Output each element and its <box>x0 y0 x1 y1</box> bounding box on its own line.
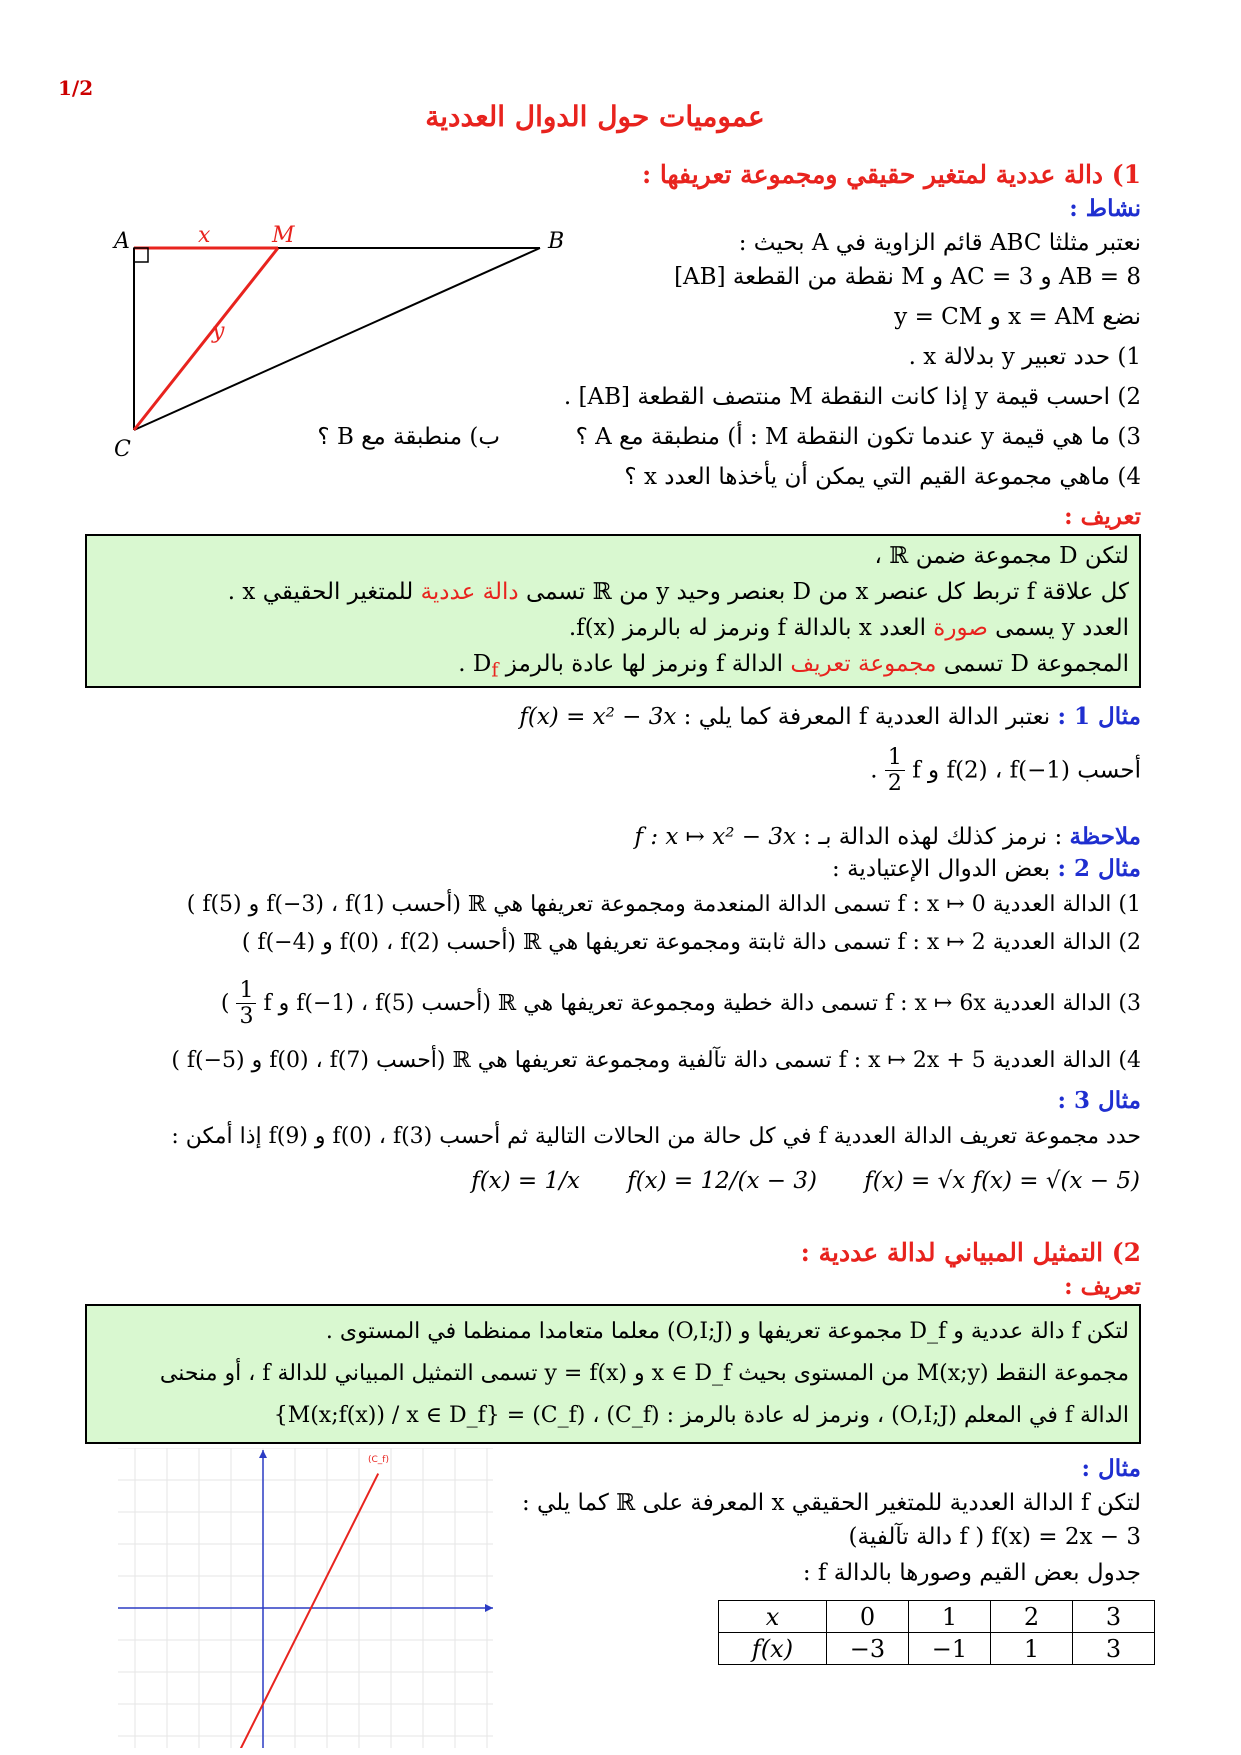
example-line-2: f(x) = 2x − 3 ( f دالة تآلفية) <box>848 1524 1141 1550</box>
label-M: M <box>272 223 295 248</box>
values-table <box>718 1600 1155 1665</box>
activity-line-4: 1) حدد تعبير y بدلالة x . <box>908 344 1141 370</box>
example-label: مثال : <box>1081 1455 1141 1482</box>
activity-line-6b: ب) منطبقة مع B ؟ <box>317 424 500 450</box>
example1-line: مثال 1 : نعتبر الدالة العددية f المعرفة كما يلي : f(x) = x² − 3x <box>519 703 1141 730</box>
table-cell: 1 <box>991 1633 1073 1665</box>
definition1-box <box>85 534 1141 688</box>
case-3: f(x) = √x <box>864 1168 966 1194</box>
case-4: f(x) = √(x − 5) <box>972 1168 1140 1194</box>
graph-grid <box>118 1448 493 1748</box>
table-row <box>719 1633 1155 1665</box>
definition2-line-1: لتكن f دالة عددية و D_f مجموعة تعريفها و (O,I;J) معلما متعامدا ممنظما في المستوى . <box>325 1319 1129 1344</box>
table-cell: −3 <box>827 1633 909 1665</box>
table-cell: 3 <box>1073 1601 1155 1633</box>
activity-line-6: 3) ما هي قيمة y عندما تكون النقطة M : أ) منطبقة مع A ؟ <box>575 424 1141 450</box>
function-graph <box>118 1448 498 1748</box>
example2-item-1: 1) الدالة العددية f : x ↦ 0 تسمى الدالة المنعدمة ومجموعة تعريفها هي ℝ (أحسب f(−3) ، f(1) و f(5) ) <box>186 892 1141 917</box>
triangle-figure <box>100 220 580 460</box>
example3-cases <box>360 1168 1140 1194</box>
section1-heading: 1) دالة عددية لمتغير حقيقي ومجموعة تعريفها : <box>641 160 1141 189</box>
example2-line: مثال 2 : بعض الدوال الإعتيادية : <box>832 855 1141 882</box>
page-title: عموميات حول الدوال العددية <box>425 100 765 133</box>
note-line: ملاحظة : نرمز كذلك لهذه الدالة بـ : f : x ↦ x² − 3x <box>634 823 1141 850</box>
definition2-line-3: الدالة f في المعلم (O,I;J) ، ونرمز له عادة بالرمز : (C_f) ، (C_f) = {M(x;f(x)) / x ∈ D_f} <box>273 1403 1129 1428</box>
example2-item-4: 4) الدالة العددية f : x ↦ 2x + 5 تسمى دالة تآلفية ومجموعة تعريفها هي ℝ (أحسب f(0) ، f(7) و f(−5) ) <box>171 1048 1141 1073</box>
example2-fraction: $\frac{1}{3}$ <box>236 978 256 1029</box>
table-header-fx: f(x) <box>719 1633 827 1665</box>
label-C: C <box>114 437 131 460</box>
definition2-line-2: مجموعة النقط M(x;y) من المستوى بحيث x ∈ D_f و y = f(x) تسمى التمثيل المبياني للدالة f ، أو منحنى <box>159 1361 1129 1386</box>
label-y: y <box>212 319 225 344</box>
activity-line-2: AB = 8 و AC = 3 و M نقطة من القطعة [AB] <box>674 264 1141 290</box>
example3-text: حدد مجموعة تعريف الدالة العددية f في كل حالة من الحالات التالية ثم أحسب f(0) ، f(3) و f(9) إذا أمكن : <box>171 1124 1141 1149</box>
activity-line-7: 4) ماهي مجموعة القيم التي يمكن أن يأخذها العدد x ؟ <box>624 464 1141 490</box>
highlight-image: صورة <box>933 615 988 641</box>
definition1-line-4: المجموعة D تسمى مجموعة تعريف الدالة f ونرمز لها عادة بالرمز $D_f$ . <box>458 651 1129 682</box>
label-B: B <box>548 229 565 254</box>
table-cell: −1 <box>909 1633 991 1665</box>
table-header-x: x <box>719 1601 827 1633</box>
example1-fraction: $\frac{1}{2}$ <box>885 745 905 796</box>
table-cell: 1 <box>909 1601 991 1633</box>
example2-item-3: 3) الدالة العددية f : x ↦ 6x تسمى دالة خطية ومجموعة تعريفها هي ℝ (أحسب f(−1) ، f(5) و f $\frac{1}{3}$ ) <box>220 978 1141 1029</box>
label-A: A <box>114 229 130 254</box>
cf-label: (C_f) <box>368 1455 389 1465</box>
highlight-numeric-function: دالة عددية <box>420 579 519 605</box>
example-line-1: لتكن f الدالة العددية للمتغير الحقيقي x المعرفة على ℝ كما يلي : <box>522 1490 1141 1516</box>
case-2: f(x) = 12/(x − 3) <box>627 1168 817 1194</box>
activity-line-5: 2) احسب قيمة y إذا كانت النقطة M منتصف القطعة [AB] . <box>563 384 1141 410</box>
definition2-label: تعريف : <box>1064 1273 1141 1300</box>
section2-heading: 2) التمثيل المبياني لدالة عددية : <box>800 1238 1141 1267</box>
definition1-label: تعريف : <box>1064 503 1141 530</box>
activity-line-3: نضع x = AM و y = CM <box>894 304 1141 330</box>
definition1-line-3: العدد y يسمى صورة العدد x بالدالة f ونرمز له بالرمز f(x). <box>568 615 1129 641</box>
cf-curve <box>228 1474 378 1748</box>
highlight-domain: مجموعة تعريف <box>790 651 937 677</box>
example3-label: مثال 3 : <box>1057 1087 1141 1114</box>
table-cell: 2 <box>991 1601 1073 1633</box>
definition2-box <box>85 1304 1141 1444</box>
activity-line-1: نعتبر مثلثا ABC قائم الزاوية في A بحيث : <box>738 230 1141 256</box>
activity-label: نشاط : <box>1069 195 1141 222</box>
table-row <box>719 1601 1155 1633</box>
example2-item-2: 2) الدالة العددية f : x ↦ 2 تسمى دالة ثابتة ومجموعة تعريفها هي ℝ (أحسب f(0) ، f(2) و f(−4) ) <box>241 930 1141 955</box>
table-cell: 3 <box>1073 1633 1155 1665</box>
example-line-3: جدول بعض القيم وصورها بالدالة f : <box>802 1560 1141 1586</box>
definition1-line-1: لتكن D مجموعة ضمن ℝ ، <box>874 543 1129 569</box>
case-1: f(x) = 1/x <box>471 1168 580 1194</box>
page-number: 1/2 <box>58 76 94 100</box>
label-x: x <box>198 223 211 248</box>
table-cell: 0 <box>827 1601 909 1633</box>
definition1-line-2: كل علاقة f تربط كل عنصر x من D بعنصر وحيد y من ℝ تسمى دالة عددية للمتغير الحقيقي x . <box>227 579 1129 605</box>
example1-compute: أحسب f(2) ، f(−1) و f $\frac{1}{2}$ . <box>870 745 1141 796</box>
